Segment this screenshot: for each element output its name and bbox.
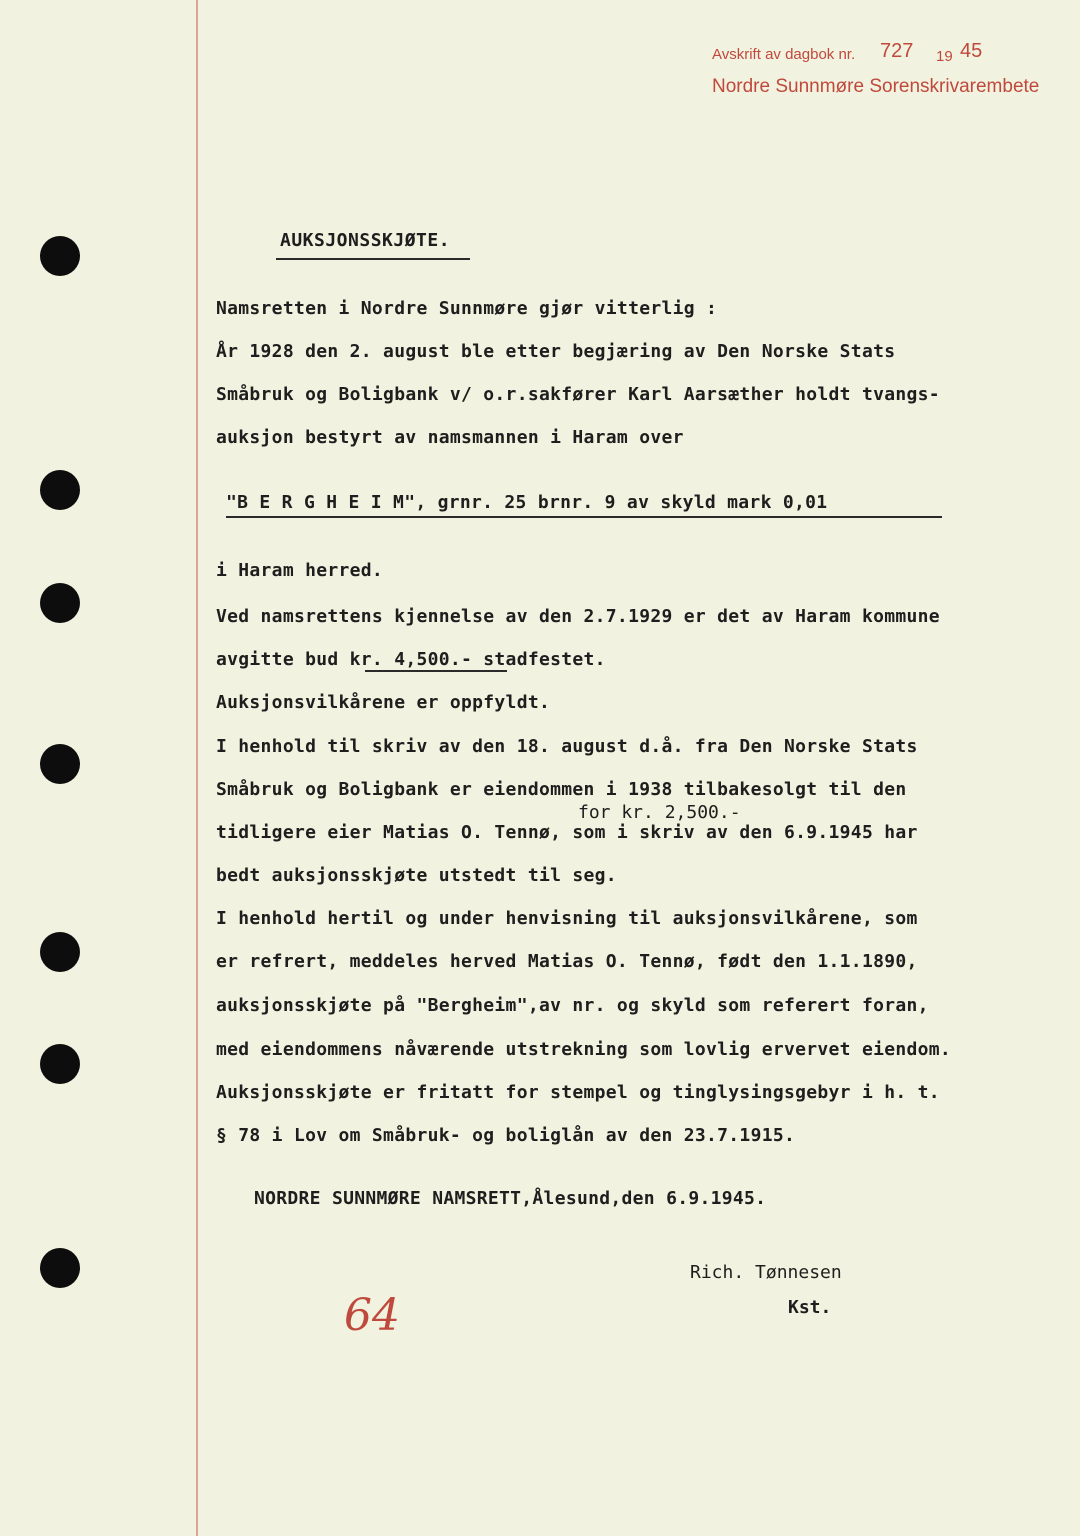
binder-hole bbox=[40, 1248, 80, 1288]
body-line: § 78 i Lov om Småbruk- og boliglån av den 23.7.1915. bbox=[216, 1125, 796, 1146]
stamp-number: 727 bbox=[880, 40, 914, 62]
binder-hole bbox=[40, 583, 80, 623]
signature-name: Rich. Tønnesen bbox=[690, 1262, 842, 1283]
stamp-office: Nordre Sunnmøre Sorenskrivarembete bbox=[712, 76, 1040, 97]
body-line: Auksjonsskjøte er fritatt for stempel og tinglysingsgebyr i h. t. bbox=[216, 1082, 940, 1103]
body-line: i Haram herred. bbox=[216, 560, 384, 581]
inserted-amount: for kr. 2,500.- bbox=[578, 802, 741, 823]
binder-hole bbox=[40, 932, 80, 972]
body-line: med eiendommens nåværende utstrekning som lovlig ervervet eiendom. bbox=[216, 1039, 952, 1060]
body-line: I henhold til skriv av den 18. august d.å. fra Den Norske Stats bbox=[216, 736, 918, 757]
body-line: Småbruk og Boligbank er eiendommen i 1938 tilbakesolgt til den bbox=[216, 779, 907, 800]
stamp-year: 45 bbox=[960, 40, 983, 62]
binder-hole bbox=[40, 470, 80, 510]
property-line: "B E R G H E I M", grnr. 25 brnr. 9 av skyld mark 0,01 bbox=[226, 492, 828, 513]
court-place-date: NORDRE SUNNMØRE NAMSRETT,Ålesund,den 6.9.1945. bbox=[254, 1188, 767, 1209]
property-underline bbox=[226, 516, 942, 518]
amount-underline bbox=[365, 670, 507, 672]
stamp-prefix: Avskrift av dagbok nr. bbox=[712, 46, 856, 63]
binder-hole bbox=[40, 744, 80, 784]
document-title: AUKSJONSSKJØTE. bbox=[280, 230, 451, 251]
body-line: Småbruk og Boligbank v/ o.r.sakfører Karl Aarsæther holdt tvangs- bbox=[216, 384, 940, 405]
body-line: bedt auksjonsskjøte utstedt til seg. bbox=[216, 865, 617, 886]
handwritten-page-number: 64 bbox=[344, 1290, 400, 1341]
body-line: Namsretten i Nordre Sunnmøre gjør vitterlig : bbox=[216, 298, 718, 319]
binder-hole bbox=[40, 236, 80, 276]
body-line: Ved namsrettens kjennelse av den 2.7.1929 er det av Haram kommune bbox=[216, 606, 940, 627]
signature-title: Kst. bbox=[788, 1297, 832, 1318]
margin-rule bbox=[196, 0, 198, 1536]
body-line: tidligere eier Matias O. Tennø, som i skriv av den 6.9.1945 har bbox=[216, 822, 918, 843]
body-line: avgitte bud kr. 4,500.- stadfestet. bbox=[216, 649, 606, 670]
binder-hole bbox=[40, 1044, 80, 1084]
body-line: I henhold hertil og under henvisning til auksjonsvilkårene, som bbox=[216, 908, 918, 929]
stamp-year-prefix: 19 bbox=[936, 48, 953, 65]
title-underline bbox=[276, 258, 470, 260]
body-line: Auksjonsvilkårene er oppfyldt. bbox=[216, 692, 551, 713]
body-line: er refrert, meddeles herved Matias O. Tennø, født den 1.1.1890, bbox=[216, 951, 918, 972]
body-line: auksjonsskjøte på "Bergheim",av nr. og skyld som referert foran, bbox=[216, 995, 929, 1016]
body-line: År 1928 den 2. august ble etter begjæring av Den Norske Stats bbox=[216, 341, 896, 362]
body-line: auksjon bestyrt av namsmannen i Haram over bbox=[216, 427, 684, 448]
